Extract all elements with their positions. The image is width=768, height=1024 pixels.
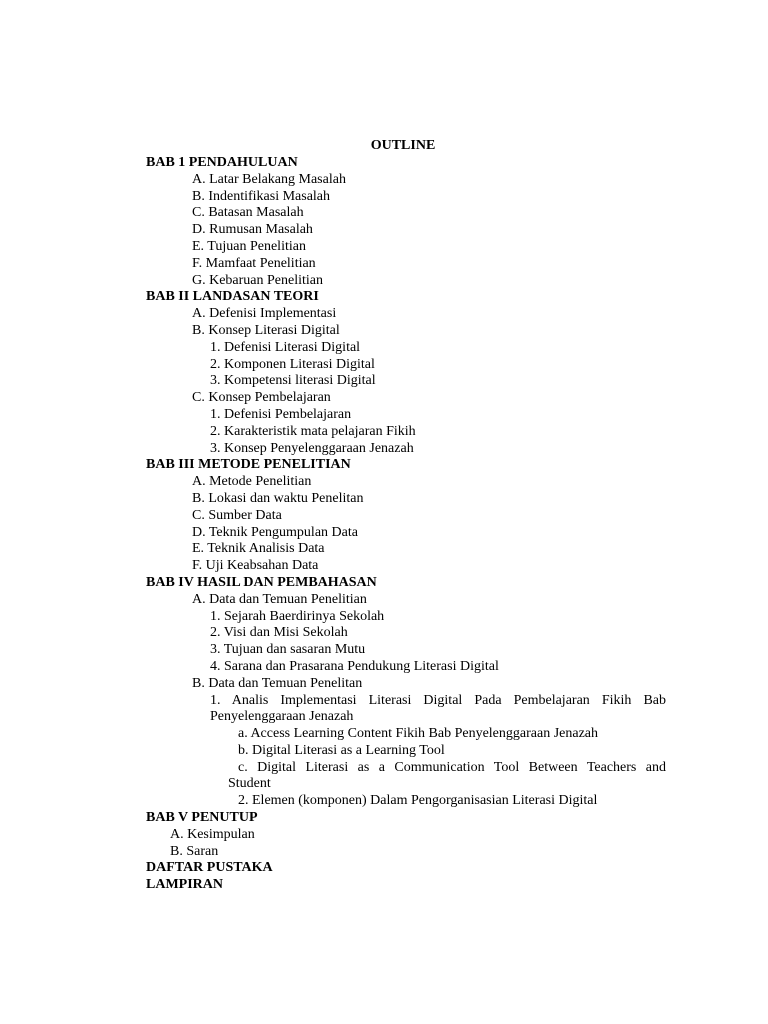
sub-list-item: 2. Elemen (komponen) Dalam Pengorganisasian Literasi Digital (238, 793, 598, 809)
sub-list-item: 3. Kompetensi literasi Digital (210, 373, 376, 389)
list-item: A. Metode Penelitian (192, 474, 312, 490)
outline-list (146, 155, 666, 894)
list-item: B. Saran (170, 843, 219, 859)
sub-list-item: 1. Defenisi Literasi Digital (210, 339, 361, 355)
list-item: E. Tujuan Penelitian (192, 238, 306, 254)
sub-sub-list-item: a. Access Learning Content Fikih Bab Penyelenggaraan Jenazah (238, 726, 598, 742)
chapter-heading: BAB III METODE PENELITIAN (146, 457, 351, 473)
list-item: C. Sumber Data (192, 507, 282, 523)
sub-sub-list-item-continuation: Student (228, 776, 271, 792)
daftar-pustaka-heading: DAFTAR PUSTAKA (146, 860, 273, 876)
sub-sub-list-item: c. Digital Literasi as a Communication Tool Between Teachers and (238, 759, 666, 775)
list-item: A. Kesimpulan (170, 826, 255, 842)
chapter-heading: BAB V PENUTUP (146, 810, 258, 826)
chapter-heading: BAB 1 PENDAHULUAN (146, 155, 298, 170)
sub-list-item: 1. Sejarah Baerdirinya Sekolah (210, 608, 385, 624)
sub-list-item: 3. Tujuan dan sasaran Mutu (210, 642, 366, 658)
list-item: C. Batasan Masalah (192, 205, 304, 221)
sub-list-item: 2. Visi dan Misi Sekolah (210, 625, 348, 641)
sub-sub-list-item: b. Digital Literasi as a Learning Tool (238, 742, 445, 758)
sub-list-item: 4. Sarana dan Prasarana Pendukung Literasi Digital (210, 658, 499, 674)
list-item: A. Defenisi Implementasi (192, 306, 337, 322)
list-item: E. Teknik Analisis Data (192, 541, 325, 557)
list-item: B. Data dan Temuan Penelitan (192, 675, 363, 691)
list-item: F. Uji Keabsahan Data (192, 558, 319, 574)
list-item: F. Mamfaat Penelitian (192, 255, 316, 271)
sub-list-item: 1. Analis Implementasi Literasi Digital Pada Pembelajaran Fikih Bab (210, 692, 666, 708)
chapter-heading: BAB II LANDASAN TEORI (146, 289, 319, 305)
list-item: B. Indentifikasi Masalah (192, 188, 331, 204)
sub-list-item: 2. Karakteristik mata pelajaran Fikih (210, 423, 416, 439)
sub-list-item: 3. Konsep Penyelenggaraan Jenazah (210, 440, 414, 456)
list-item: C. Konsep Pembelajaran (192, 390, 331, 406)
lampiran-heading: LAMPIRAN (146, 877, 223, 893)
list-item: D. Teknik Pengumpulan Data (192, 524, 358, 540)
list-item: B. Lokasi dan waktu Penelitan (192, 490, 364, 506)
list-item: A. Latar Belakang Masalah (192, 171, 346, 187)
list-item: A. Data dan Temuan Penelitian (192, 591, 367, 607)
list-item: G. Kebaruan Penelitian (192, 272, 324, 288)
sub-list-item-continuation: Penyelenggaraan Jenazah (210, 709, 354, 725)
chapter-heading: BAB IV HASIL DAN PEMBAHASAN (146, 574, 377, 590)
sub-list-item: 2. Komponen Literasi Digital (210, 356, 375, 372)
list-item: D. Rumusan Masalah (192, 222, 313, 238)
sub-list-item: 1. Defenisi Pembelajaran (210, 406, 352, 422)
list-item: B. Konsep Literasi Digital (192, 322, 340, 338)
outline-title: OUTLINE (370, 138, 436, 153)
